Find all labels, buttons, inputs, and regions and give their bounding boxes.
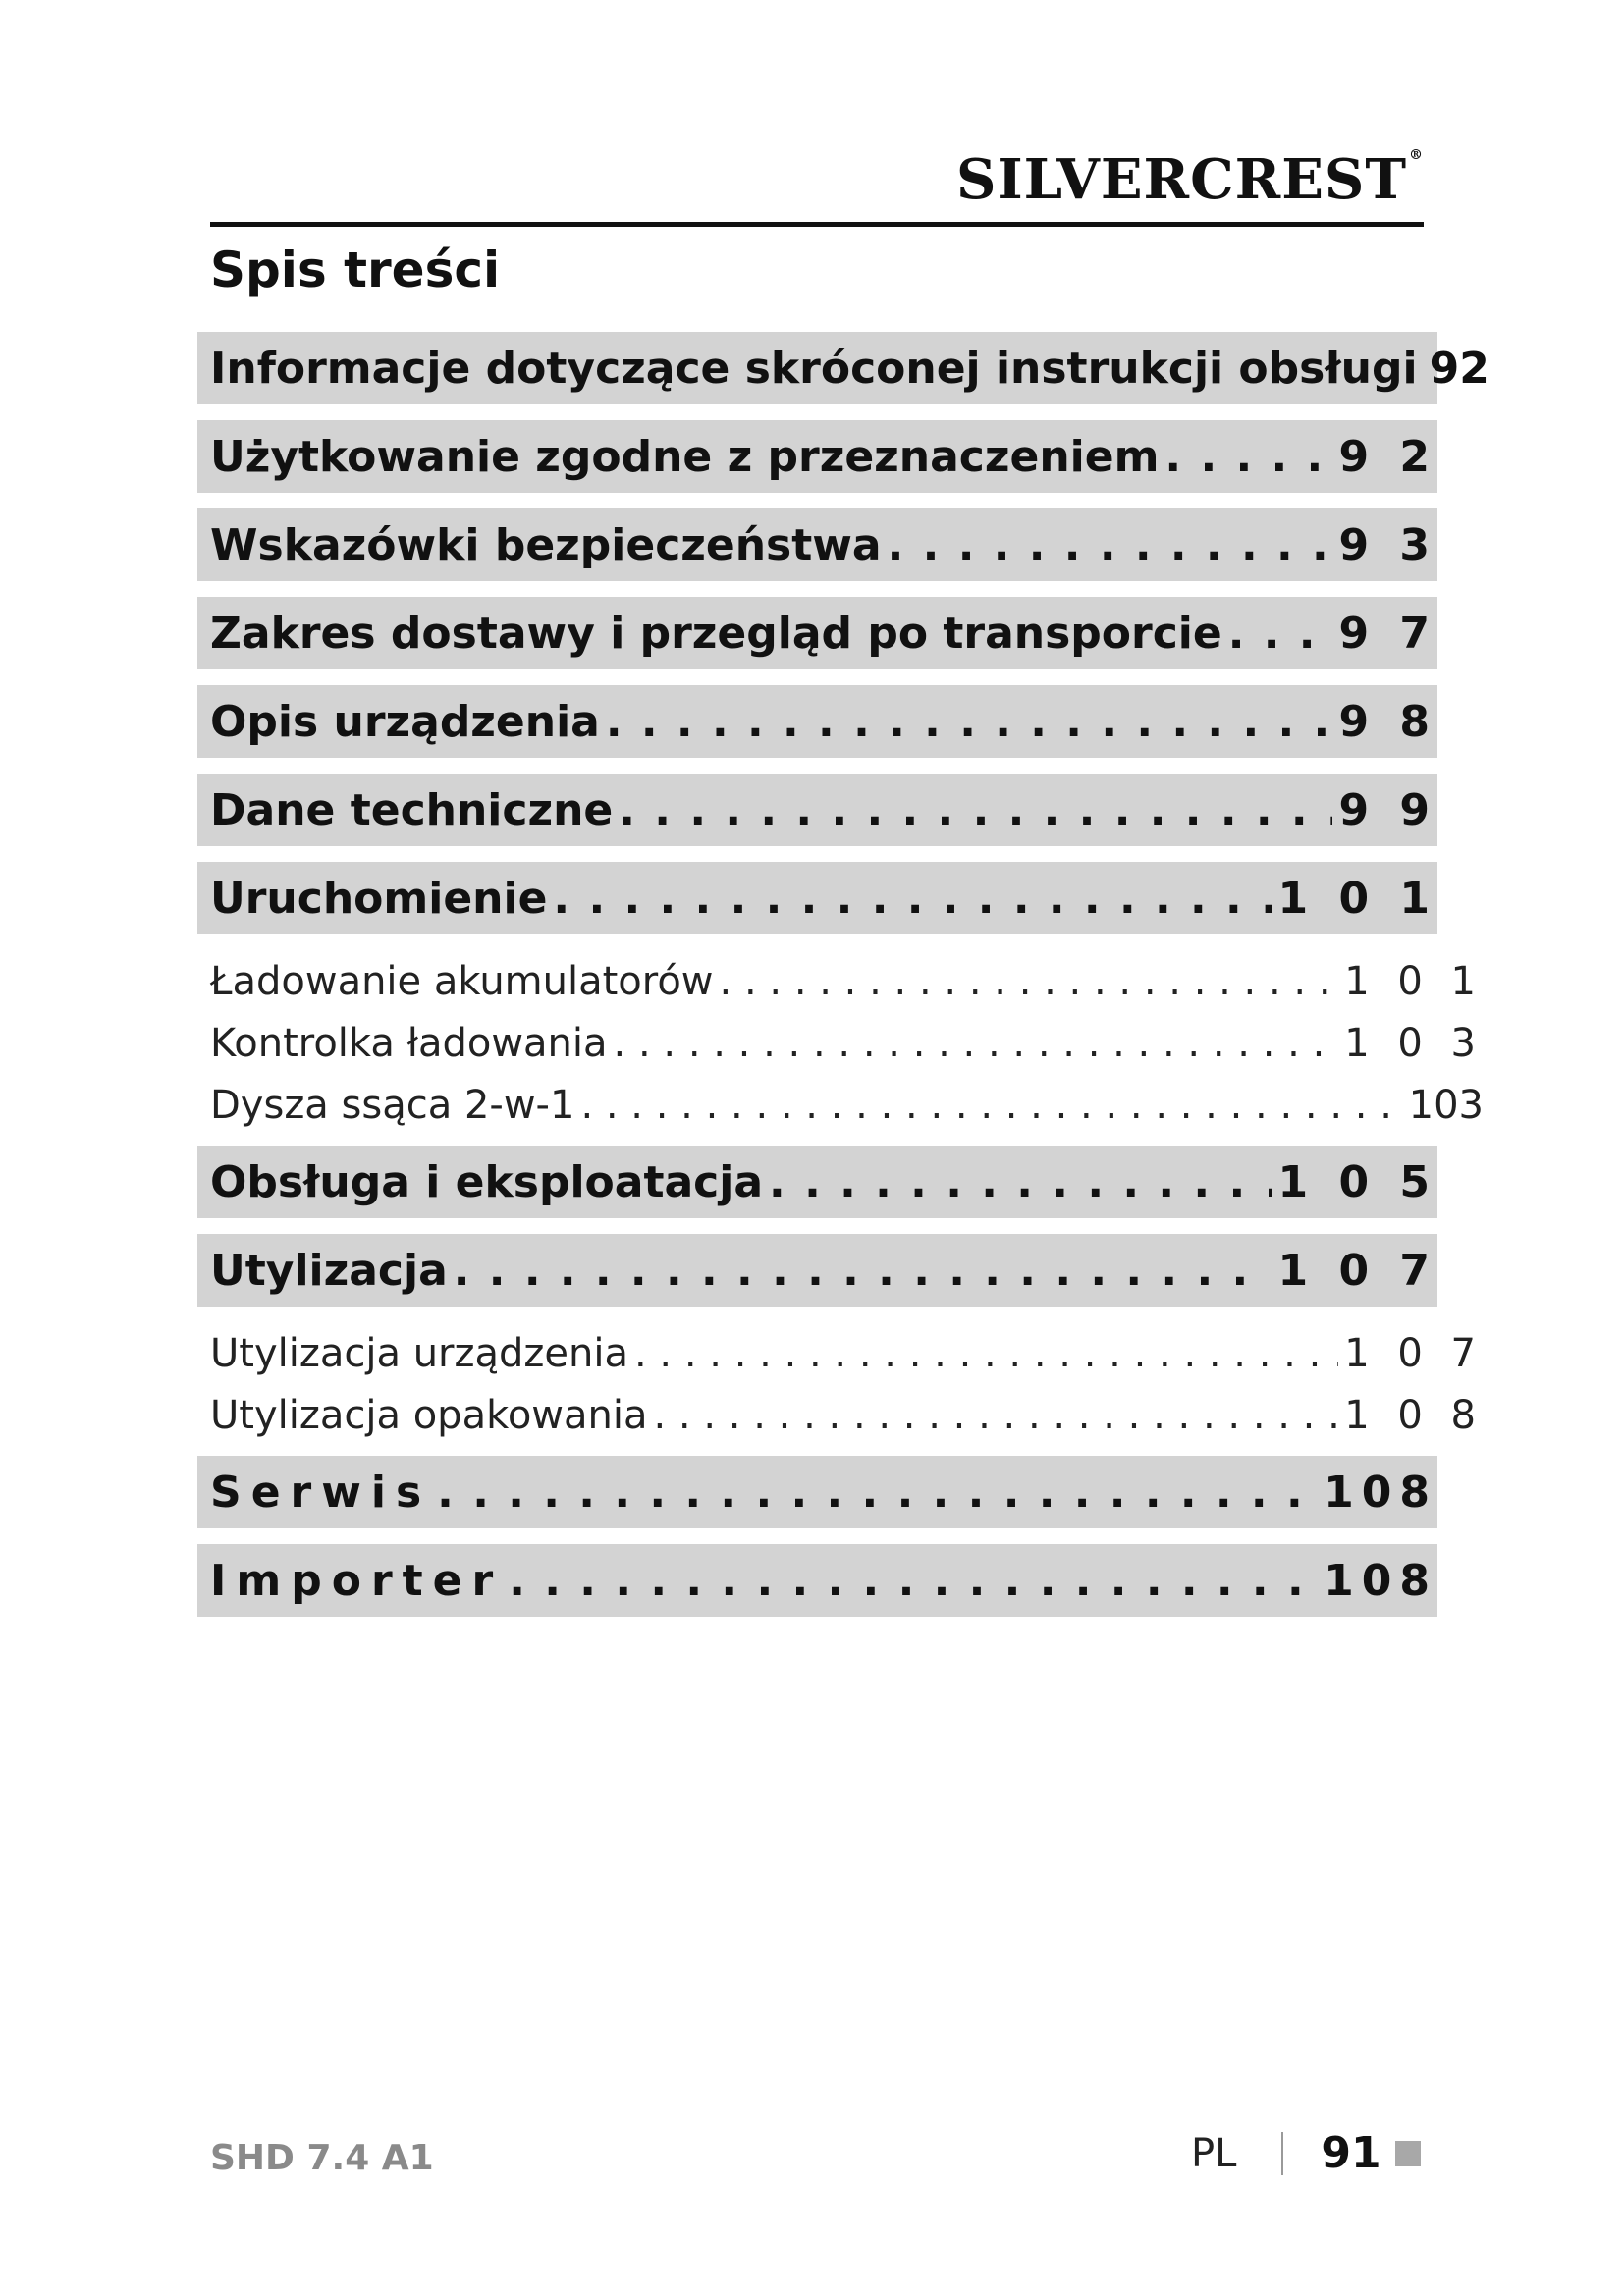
toc-entry-page: 92	[1429, 343, 1489, 394]
footer-divider	[1281, 2132, 1283, 2175]
toc-entry-label: Serwis	[210, 1467, 432, 1518]
toc-entry-label: Dane techniczne	[210, 784, 614, 835]
dot-leader	[606, 697, 1333, 747]
toc-subentry-dysza[interactable]	[197, 1074, 1484, 1136]
toc-entry-label: Użytkowanie zgodne z przeznaczeniem	[210, 431, 1160, 482]
table-of-contents	[197, 332, 1503, 1632]
toc-entry-label: Uruchomienie	[210, 873, 548, 924]
toc-entry-importer[interactable]	[197, 1544, 1437, 1617]
registered-mark: ®	[1409, 147, 1424, 163]
dot-leader	[888, 520, 1333, 570]
brand-logo: SILVERCREST ®	[956, 147, 1424, 212]
toc-entry-opis-urzadzenia[interactable]	[197, 685, 1437, 758]
dot-leader	[654, 1393, 1339, 1438]
toc-entry-page: 1 0 7	[1277, 1245, 1437, 1296]
toc-entry-page: 108	[1324, 1555, 1437, 1606]
dot-leader	[1164, 432, 1332, 482]
toc-entry-zakres-dostawy[interactable]	[197, 597, 1437, 669]
toc-subentry-utylizacja-opakowania[interactable]	[197, 1384, 1484, 1446]
dot-leader	[437, 1468, 1318, 1518]
toc-entry-label: Opis urządzenia	[210, 696, 600, 747]
toc-entry-page: 1 0 5	[1277, 1156, 1437, 1207]
toc-subentry-page: 1 0 3	[1344, 1020, 1484, 1066]
toc-entry-obsluga[interactable]	[197, 1146, 1437, 1218]
toc-subentry-page: 1 0 7	[1344, 1330, 1484, 1376]
toc-entry-page: 9 7	[1338, 608, 1437, 659]
toc-subentry-label: Utylizacja urządzenia	[210, 1330, 628, 1376]
toc-entry-page: 9 3	[1338, 519, 1437, 570]
footer-model: SHD 7.4 A1	[210, 2138, 434, 2178]
toc-entry-utylizacja[interactable]	[197, 1234, 1437, 1307]
toc-subentry-label: Dysza ssąca 2-w-1	[210, 1082, 575, 1128]
toc-entry-page: 108	[1324, 1467, 1437, 1518]
toc-entry-page: 9 8	[1338, 696, 1437, 747]
toc-entry-label: Obsługa i eksploatacja	[210, 1156, 764, 1207]
toc-entry-page: 9 9	[1338, 784, 1437, 835]
toc-subentry-kontrolka[interactable]	[197, 1012, 1484, 1074]
toc-subentry-page: 1 0 8	[1344, 1392, 1484, 1438]
toc-entry-label: Wskazówki bezpieczeństwa	[210, 519, 882, 570]
toc-subentry-page: 1 0 1	[1344, 958, 1484, 1004]
dot-leader	[720, 959, 1339, 1004]
dot-leader	[553, 874, 1272, 924]
toc-subentry-label: Utylizacja opakowania	[210, 1392, 648, 1438]
header-rule	[210, 222, 1424, 227]
toc-entry-dane-techniczne[interactable]	[197, 774, 1437, 846]
dot-leader	[619, 785, 1332, 835]
toc-entry-label: Informacje dotyczące skróconej instrukcji obsługi	[210, 343, 1418, 394]
toc-entry-informacje[interactable]	[197, 332, 1489, 404]
toc-entry-label: Zakres dostawy i przegląd po transporcie	[210, 608, 1222, 659]
toc-entry-wskazowki[interactable]	[197, 508, 1437, 581]
page-marker-square-icon	[1395, 2141, 1421, 2166]
toc-entry-serwis[interactable]	[197, 1456, 1437, 1528]
dot-leader	[769, 1157, 1272, 1207]
footer-page-number: 91	[1321, 2128, 1381, 2178]
toc-entry-page: 1 0 1	[1277, 873, 1437, 924]
dot-leader	[634, 1331, 1338, 1376]
dot-leader	[580, 1083, 1402, 1128]
toc-entry-page: 9 2	[1338, 431, 1437, 482]
toc-entry-label: Utylizacja	[210, 1245, 448, 1296]
toc-entry-uruchomienie[interactable]	[197, 862, 1437, 934]
toc-subentry-page: 103	[1408, 1082, 1484, 1128]
toc-entry-label: Importer	[210, 1555, 504, 1606]
toc-subentry-label: Kontrolka ładowania	[210, 1020, 608, 1066]
dot-leader	[614, 1021, 1339, 1066]
dot-leader	[1228, 609, 1333, 659]
toc-subentry-utylizacja-urzadzenia[interactable]	[197, 1322, 1484, 1384]
dot-leader	[454, 1246, 1272, 1296]
page-title: Spis treści	[210, 241, 501, 298]
dot-leader	[509, 1556, 1318, 1606]
toc-entry-uzytkowanie[interactable]	[197, 420, 1437, 493]
toc-subentry-ladowanie[interactable]	[197, 950, 1484, 1012]
footer-language: PL	[1191, 2130, 1237, 2176]
toc-subentry-label: Ładowanie akumulatorów	[210, 958, 714, 1004]
footer-page-info	[1191, 2128, 1421, 2178]
